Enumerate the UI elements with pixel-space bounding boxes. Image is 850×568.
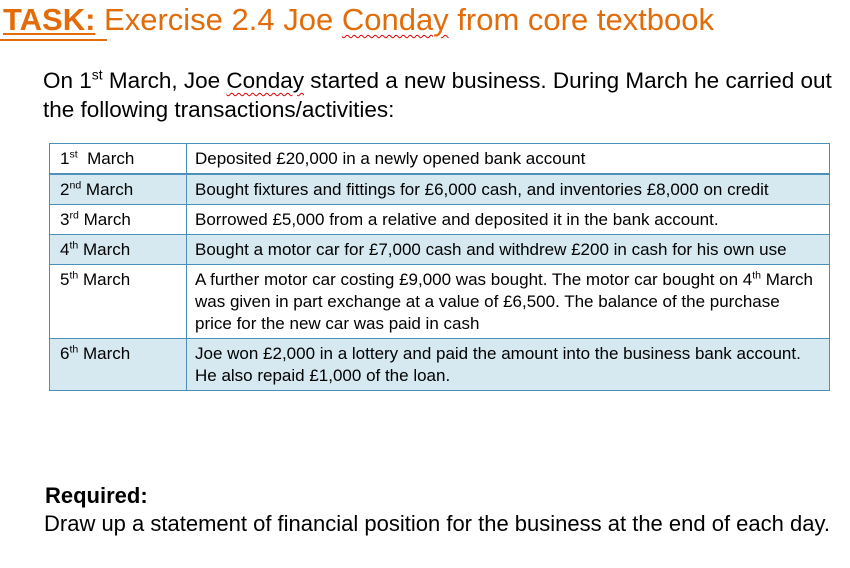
table-row [50, 174, 830, 205]
intro-prefix: On 1 [43, 68, 92, 93]
table-row [50, 235, 830, 265]
title-text: Exercise 2.4 Joe [95, 2, 342, 37]
title-underline-rule [0, 39, 107, 41]
intro-middle: March, Joe [102, 68, 227, 93]
date-cell: 1st March [50, 144, 187, 175]
table-row [50, 339, 830, 391]
table-row [50, 265, 830, 339]
intro-name: Conday [226, 68, 304, 93]
task-title [3, 2, 714, 38]
title-name: Conday [341, 2, 449, 37]
description-cell: Deposited £20,000 in a newly opened bank account [187, 144, 830, 175]
transactions-table [49, 143, 830, 391]
intro-paragraph [43, 66, 833, 124]
date-cell: 2nd March [50, 174, 187, 205]
task-label: TASK: [3, 2, 96, 37]
intro-rest: started a new business. During March he carried out the following transactions/activities: [43, 68, 832, 122]
description-cell: Joe won £2,000 in a lottery and paid the amount into the business bank account. He also repaid £1,000 of the loan. [187, 339, 830, 391]
table-row [50, 144, 830, 175]
description-cell: Bought a motor car for £7,000 cash and withdrew £200 in cash for his own use [187, 235, 830, 265]
date-cell: 4th March [50, 235, 187, 265]
date-cell: 3rd March [50, 205, 187, 235]
description-cell: A further motor car costing £9,000 was bought. The motor car bought on 4th March was given in part exchange at a value of £6,500. The balance of the purchase price for the new car was paid in cash [187, 265, 830, 339]
required-heading: Required: [45, 483, 148, 508]
instruction-text: Draw up a statement of financial position for the business at the end of each day. [44, 511, 830, 536]
table-row [50, 205, 830, 235]
title-suffix: from core textbook [448, 2, 715, 37]
intro-ordinal: st [91, 66, 103, 83]
date-cell: 6th March [50, 339, 187, 391]
description-cell: Borrowed £5,000 from a relative and deposited it in the bank account. [187, 205, 830, 235]
date-cell: 5th March [50, 265, 187, 339]
description-cell: Bought fixtures and fittings for £6,000 cash, and inventories £8,000 on credit [187, 174, 830, 205]
